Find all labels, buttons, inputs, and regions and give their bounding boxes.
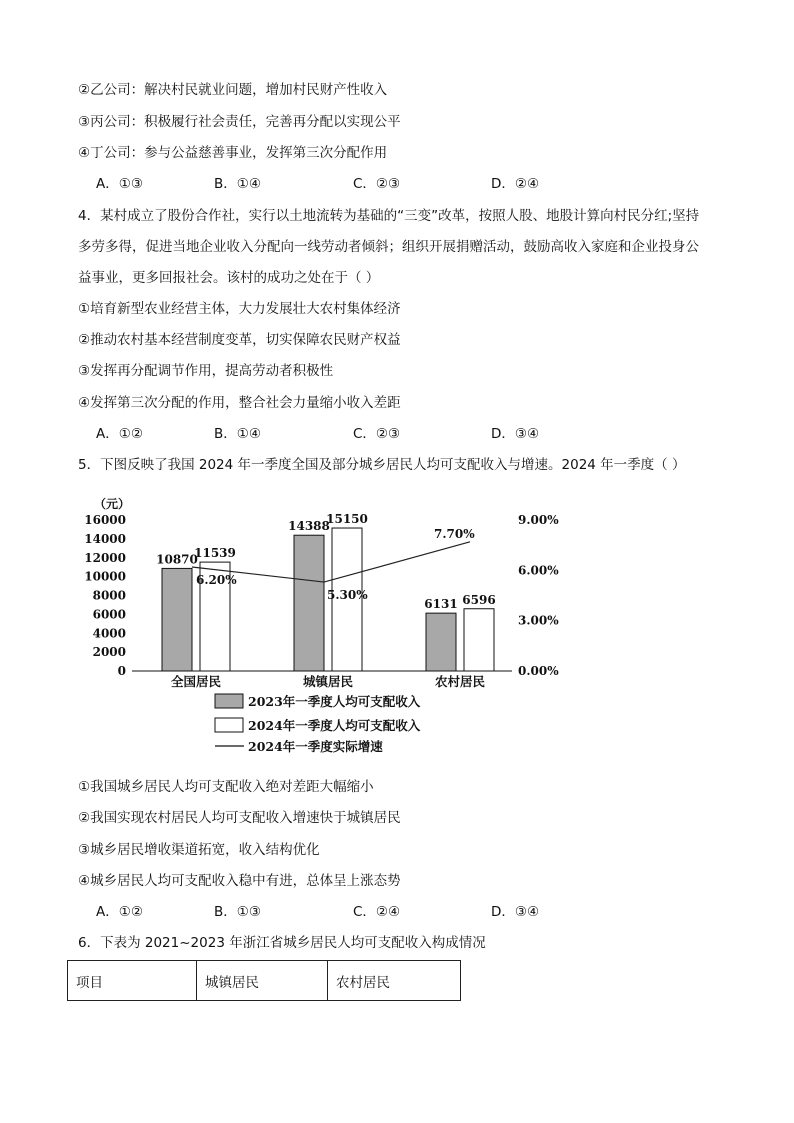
- bar: [426, 613, 456, 671]
- bar-value-label: 6131: [424, 597, 458, 612]
- y-unit-label: （元）: [94, 497, 131, 511]
- q4-item-3: ③发挥再分配调节作用，提高劳动者积极性: [78, 363, 334, 379]
- y2-tick-label: 0.00%: [518, 664, 559, 678]
- category-label: 全国居民: [170, 674, 222, 689]
- q5-item-2: ②我国实现农村居民人均可支配收入增速快于城镇居民: [78, 810, 401, 826]
- legend-swatch-2024: [215, 718, 243, 732]
- q3-item-4: ④丁公司：参与公益慈善事业，发挥第三次分配作用: [78, 145, 388, 161]
- q5-item-3: ③城乡居民增收渠道拓宽，收入结构优化: [78, 842, 320, 858]
- q5-option-c[interactable]: C．②④: [353, 904, 401, 920]
- q5-item-4: ④城乡居民人均可支配收入稳中有进，总体呈上涨态势: [78, 873, 401, 889]
- income-chart: [84, 490, 574, 765]
- y-axis-ticks: [84, 513, 126, 678]
- q5-option-d[interactable]: D．③④: [491, 904, 540, 920]
- y2-tick-label: 9.00%: [518, 513, 559, 527]
- y-tick-label: 16000: [84, 513, 126, 527]
- q5-options: [96, 902, 556, 922]
- y-tick-label: 4000: [92, 626, 126, 641]
- q4-item-4: ④发挥第三次分配的作用，整合社会力量缩小收入差距: [78, 395, 401, 411]
- legend: [215, 694, 421, 754]
- q5-item-1: ①我国城乡居民人均可支配收入绝对差距大幅缩小: [78, 779, 374, 795]
- y-tick-label: 0: [117, 664, 126, 678]
- y2-tick-label: 6.00%: [518, 563, 559, 578]
- legend-label: 2024年一季度实际增速: [248, 739, 383, 754]
- q3-option-c[interactable]: C．②③: [353, 176, 401, 192]
- q4-stem-line-2: 多劳多得，促进当地企业收入分配向一线劳动者倾斜；组织开展捐赠活动，鼓励高收入家庭和企业投身公: [78, 239, 699, 255]
- growth-label: 6.20%: [196, 572, 237, 587]
- y-tick-label: 14000: [84, 531, 126, 546]
- category-label: 农村居民: [434, 674, 486, 689]
- table-row: [68, 961, 461, 1001]
- legend-label: 2024年一季度人均可支配收入: [248, 718, 421, 733]
- q3-item-3: ③丙公司：积极履行社会责任，完善再分配以实现公平: [78, 114, 401, 130]
- y-tick-label: 12000: [84, 550, 126, 565]
- q3-option-d[interactable]: D．②④: [491, 176, 540, 192]
- category-labels: [171, 674, 486, 689]
- bar-value-label: 6596: [462, 592, 496, 607]
- bar-value-label: 11539: [194, 546, 236, 561]
- q4-option-b[interactable]: B．①④: [214, 426, 261, 442]
- bar-value-label: 10870: [156, 552, 198, 567]
- q4-option-d[interactable]: D．③④: [491, 426, 540, 442]
- q6-stem: 6．下表为 2021~2023 年浙江省城乡居民人均可支配收入构成情况: [78, 935, 486, 951]
- q4-stem-line-1: 4．某村成立了股份合作社，实行以土地流转为基础的“三变”改革，按照人股、地股计算向村民分红;坚持: [78, 208, 700, 224]
- q4-options: [96, 424, 556, 444]
- q5-option-b[interactable]: B．①③: [214, 904, 261, 920]
- table-header-cell: 农村居民: [328, 961, 461, 1001]
- bar: [294, 535, 324, 671]
- bar-value-label: 15150: [326, 512, 368, 527]
- category-label: 城镇居民: [302, 674, 354, 689]
- y2-axis-ticks: [518, 513, 559, 678]
- bar: [464, 609, 494, 671]
- y-tick-label: 6000: [92, 607, 126, 622]
- q5-option-a[interactable]: A．①②: [96, 904, 143, 920]
- y-tick-label: 8000: [92, 588, 126, 603]
- table-header-cell: 城镇居民: [197, 961, 328, 1001]
- bar: [162, 568, 192, 671]
- q4-option-a[interactable]: A．①②: [96, 426, 143, 442]
- bar-value-label: 14388: [288, 519, 330, 534]
- q4-item-1: ①培育新型农业经营主体，大力发展壮大农村集体经济: [78, 301, 401, 317]
- legend-swatch-2023: [215, 694, 243, 708]
- y-tick-label: 10000: [84, 569, 126, 584]
- q3-item-2: ②乙公司：解决村民就业问题，增加村民财产性收入: [78, 82, 388, 98]
- legend-label: 2023年一季度人均可支配收入: [248, 694, 421, 709]
- growth-label: 5.30%: [327, 588, 368, 603]
- q3-option-a[interactable]: A．①③: [96, 176, 143, 192]
- q4-option-c[interactable]: C．②③: [353, 426, 401, 442]
- q6-table: [67, 960, 461, 1001]
- q4-item-2: ②推动农村基本经营制度变革，切实保障农民财产权益: [78, 332, 401, 348]
- q5-stem: 5．下图反映了我国 2024 年一季度全国及部分城乡居民人均可支配收入与增速。2024 年一季度（ ）: [78, 457, 686, 473]
- growth-label: 7.70%: [434, 526, 475, 541]
- y-tick-label: 2000: [92, 645, 126, 660]
- q3-option-b[interactable]: B．①④: [214, 176, 261, 192]
- table-header-cell: 项目: [68, 961, 197, 1001]
- q3-options: [96, 174, 556, 194]
- q4-stem-line-3: 益事业，更多回报社会。该村的成功之处在于（ ）: [78, 270, 380, 286]
- y2-tick-label: 3.00%: [518, 613, 559, 628]
